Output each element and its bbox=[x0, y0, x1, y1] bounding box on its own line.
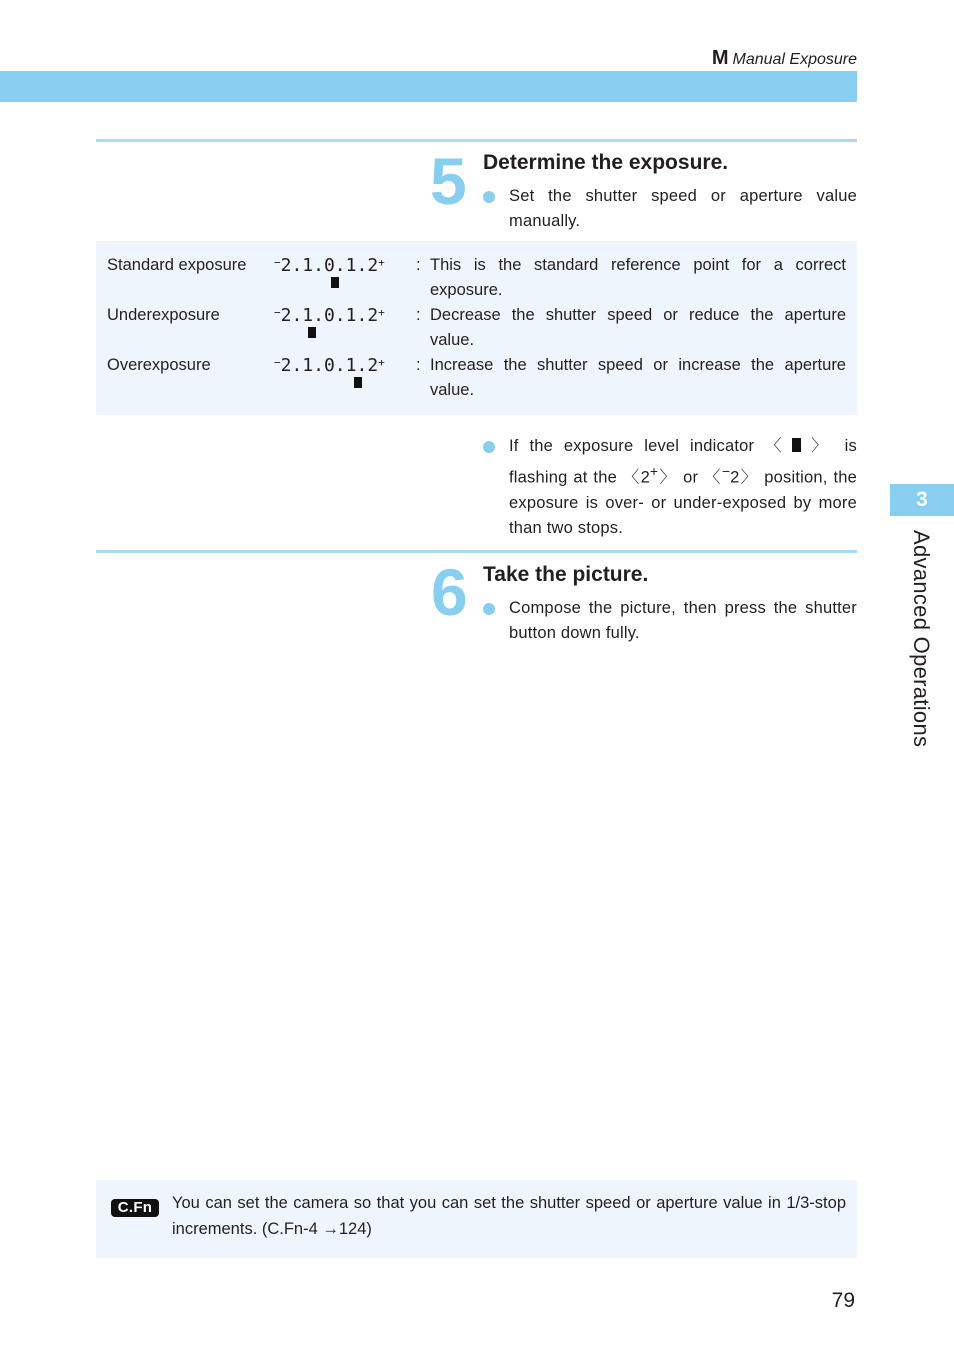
exposure-label: Underexposure bbox=[107, 306, 220, 324]
colon: : bbox=[416, 256, 421, 274]
chapter-tab[interactable]: 3 bbox=[890, 484, 954, 516]
exposure-level-scale bbox=[274, 255, 404, 295]
exposure-label: Overexposure bbox=[107, 356, 211, 374]
header-band bbox=[0, 71, 857, 102]
cfn-note-text: You can set the camera so that you can set the shutter speed or aperture value in 1/3-stop increments. (C.Fn-4 →124) bbox=[172, 1194, 846, 1238]
scale-digits: −2.1.0.1.2+ bbox=[274, 355, 385, 376]
step5-bullet-text: Set the shutter speed or aperture value manually. bbox=[509, 187, 857, 230]
exposure-label: Standard exposure bbox=[107, 256, 247, 274]
step5-bullet bbox=[483, 184, 857, 234]
exposure-row-under bbox=[96, 303, 857, 353]
bullet-icon bbox=[483, 603, 495, 615]
step6-rule bbox=[96, 550, 857, 553]
exposure-indicator-icon bbox=[354, 377, 362, 388]
colon: : bbox=[416, 306, 421, 324]
step5-note-bullet bbox=[483, 434, 857, 541]
exposure-row-standard bbox=[96, 253, 857, 303]
scale-digits: −2.1.0.1.2+ bbox=[274, 255, 385, 276]
section-title: Manual Exposure bbox=[732, 51, 857, 68]
step5-rule bbox=[96, 139, 857, 142]
cfn-note bbox=[96, 1180, 857, 1258]
page-number: 79 bbox=[831, 1289, 855, 1312]
step5-title: Determine the exposure. bbox=[483, 151, 729, 174]
exposure-description: Increase the shutter speed or increase the aperture value. bbox=[430, 356, 846, 399]
step6-bullet bbox=[483, 596, 857, 646]
step5-number: 5 bbox=[430, 144, 464, 218]
chapter-title: Advanced Operations bbox=[909, 530, 934, 748]
exposure-indicator-icon bbox=[331, 277, 339, 288]
scale-digits: −2.1.0.1.2+ bbox=[274, 305, 385, 326]
exposure-description: Decrease the shutter speed or reduce the aperture value. bbox=[430, 306, 846, 349]
mode-letter: M bbox=[711, 47, 729, 69]
step6-number: 6 bbox=[431, 555, 465, 629]
step5-note-text: If the exposure level indicator 〈 〉 is flashing at the 〈2+〉 or 〈−2〉 position, the exposure is over- or under-exposed by more than two stops. bbox=[509, 437, 857, 537]
exposure-indicator-icon bbox=[792, 438, 801, 452]
running-header bbox=[712, 46, 857, 72]
cfn-icon: C.Fn bbox=[111, 1199, 159, 1217]
exposure-level-scale bbox=[274, 305, 404, 345]
exposure-table bbox=[96, 241, 857, 415]
bullet-icon bbox=[483, 441, 495, 453]
bullet-icon bbox=[483, 191, 495, 203]
colon: : bbox=[416, 356, 421, 374]
step6-title: Take the picture. bbox=[483, 563, 649, 586]
step6-bullet-text: Compose the picture, then press the shutter button down fully. bbox=[509, 599, 857, 642]
exposure-level-scale bbox=[274, 355, 404, 395]
exposure-indicator-icon bbox=[308, 327, 316, 338]
exposure-row-over bbox=[96, 353, 857, 403]
exposure-description: This is the standard reference point for a correct exposure. bbox=[430, 256, 846, 299]
